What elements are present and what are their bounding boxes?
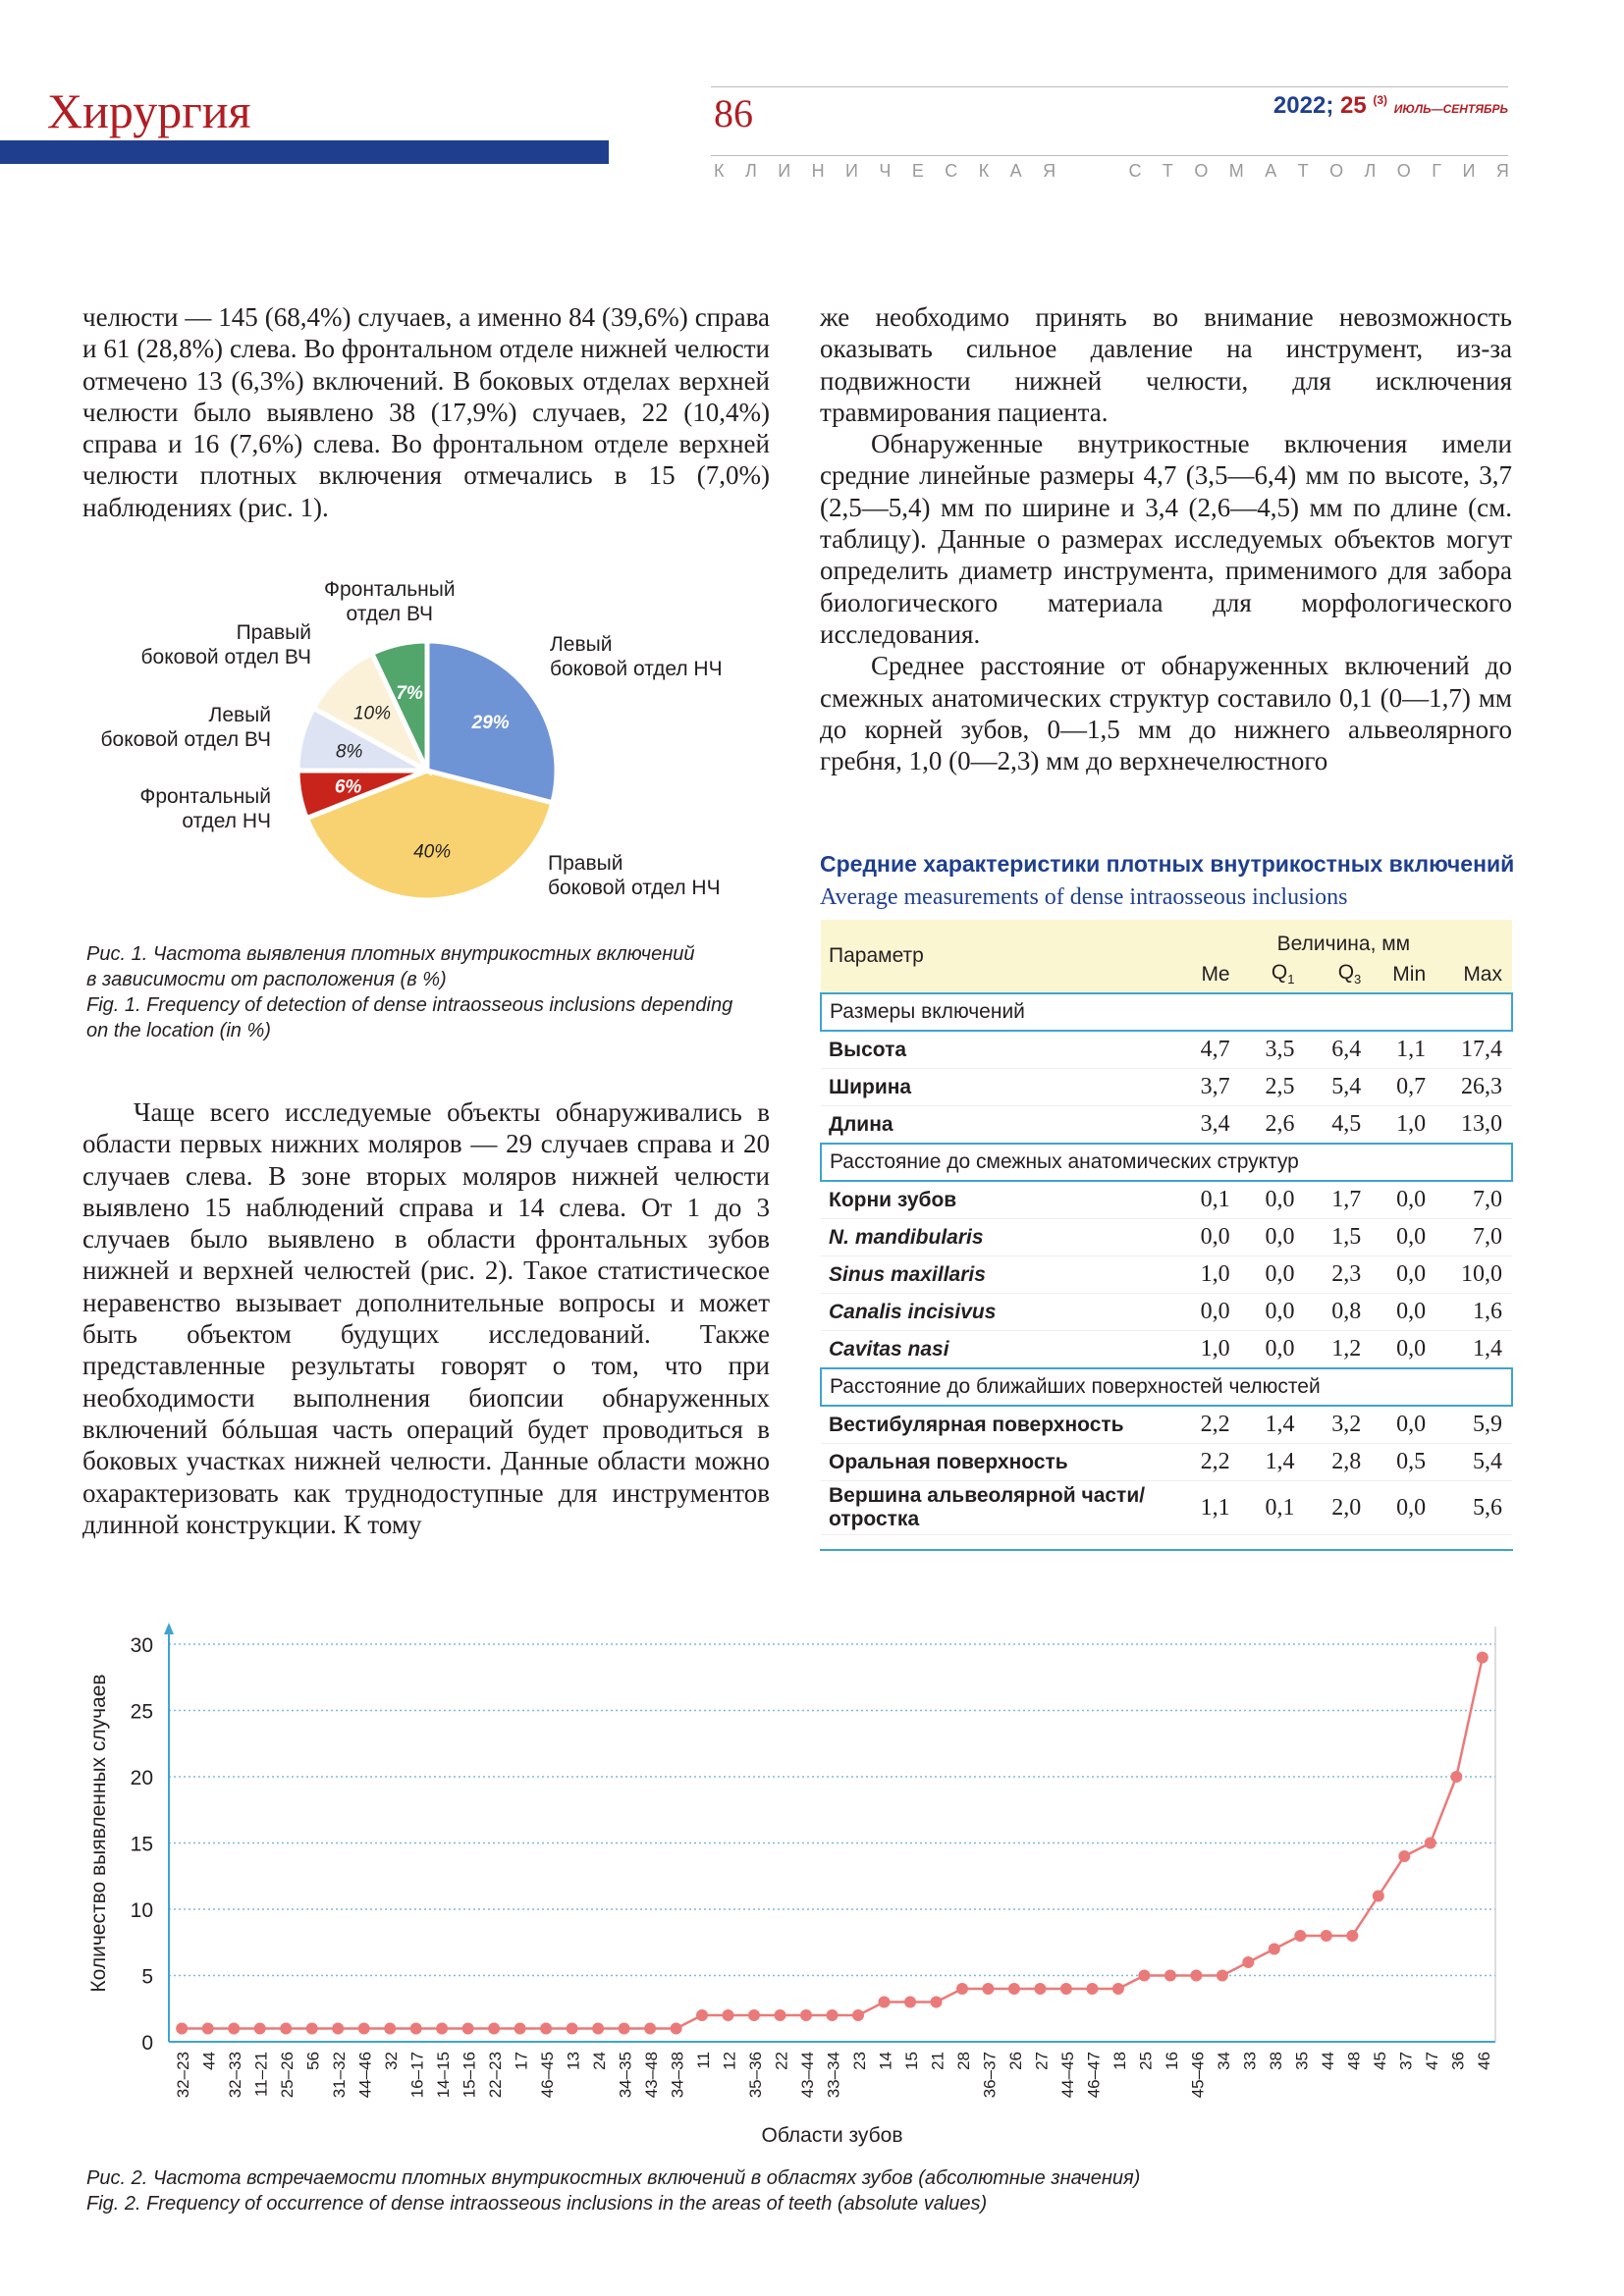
- table-cell-param: Оральная поверхность: [821, 1444, 1175, 1481]
- data-point: [1034, 1983, 1046, 1995]
- label-line: боковой отдел ВЧ: [140, 646, 311, 668]
- table-row: [821, 1444, 1512, 1481]
- journal-letter: М: [1228, 161, 1244, 181]
- table-cell-value: 0,5: [1371, 1444, 1435, 1481]
- body-paragraph: Обнаруженные внутрикостные включения имели средние линейные размеры 4,7 (3,5—6,4) мм по высоте, 3,7 (2,5—5,4) мм по ширине и 3,4 (2,6—4,5) мм по длине (см. таблицу). Данные о размерах исследуемых объектов могут определить диаметр инструмента, применимого для забора биологического материала для морфологического исследования.: [820, 429, 1512, 649]
- journal-letter: К: [714, 161, 725, 181]
- x-tick-label: 15–16: [460, 2052, 479, 2099]
- x-tick-label: 45–46: [1188, 2052, 1208, 2099]
- label-line: боковой отдел НЧ: [550, 658, 723, 680]
- x-tick-label: 34: [1214, 2052, 1233, 2070]
- data-point: [1060, 1983, 1072, 1995]
- x-tick-label: 44: [199, 2052, 219, 2070]
- table-cell-value: 1,7: [1304, 1181, 1371, 1219]
- data-point: [254, 2023, 266, 2035]
- label-line: Фронтальный: [139, 785, 271, 808]
- table-cell-value: 1,2: [1304, 1331, 1371, 1369]
- pie-slice-label: 10%: [352, 703, 392, 724]
- table-cell-value: 13,0: [1435, 1106, 1512, 1145]
- data-point: [1008, 1983, 1020, 1995]
- right-column-text: [820, 301, 1512, 776]
- journal-letter: С: [945, 161, 958, 181]
- table-cell-value: 1,5: [1304, 1219, 1371, 1256]
- data-point: [904, 1997, 916, 2008]
- journal-letter: Л: [744, 161, 757, 181]
- x-tick-label: 37: [1396, 2052, 1416, 2070]
- table-cell-value: 2,3: [1304, 1256, 1371, 1294]
- x-axis-label: Области зубов: [761, 2124, 903, 2147]
- pie-slice-label: 29%: [471, 712, 510, 733]
- pie-label-front-upper: [324, 577, 456, 626]
- data-point: [723, 2009, 734, 2021]
- journal-letter: О: [1329, 161, 1344, 181]
- table-cell-value: 0,0: [1240, 1256, 1305, 1294]
- data-point: [982, 1983, 994, 1995]
- data-point: [748, 2009, 760, 2021]
- data-point: [488, 2023, 500, 2035]
- q-letter: Q: [1271, 961, 1288, 985]
- table-cell-value: 0,7: [1371, 1069, 1435, 1106]
- data-point: [1269, 1944, 1280, 1955]
- journal-letter: И: [845, 161, 858, 181]
- body-paragraph: Среднее расстояние от обнаруженных включений до смежных анатомических структур составило 0,1 (0—1,7) мм до корней зубов, 0—1,5 мм до нижнего альвеолярного гребня, 1,0 (0—2,3) мм до верхнечелюстного: [820, 651, 1512, 776]
- line-chart: [79, 1615, 1532, 2164]
- y-tick-label: 30: [130, 1634, 153, 1657]
- header-param: Параметр: [821, 920, 1175, 993]
- data-point: [358, 2023, 370, 2035]
- journal-letter: О: [1396, 161, 1411, 181]
- y-tick-label: 0: [141, 2032, 153, 2055]
- data-point: [619, 2023, 630, 2035]
- table-cell-value: 0,1: [1240, 1481, 1305, 1535]
- journal-letter: Г: [1432, 161, 1441, 181]
- param-line: Вершина альвеолярной части/: [829, 1484, 1146, 1507]
- table-row: [821, 1256, 1512, 1294]
- x-tick-label: 26: [1005, 2052, 1025, 2070]
- x-tick-label: 36: [1448, 2052, 1468, 2070]
- q-letter: Q: [1337, 961, 1355, 985]
- x-tick-label: 25: [1136, 2052, 1156, 2070]
- journal-letter: К: [978, 161, 990, 181]
- caption-en: on the location (in %): [86, 1020, 271, 1041]
- table-cell-value: 2,2: [1175, 1444, 1240, 1481]
- header-me: Me: [1175, 956, 1240, 993]
- table-cell-value: 2,5: [1240, 1069, 1305, 1106]
- table-row: [821, 1294, 1512, 1331]
- table-cell-value: 0,0: [1240, 1294, 1305, 1331]
- body-paragraph: Чаще всего исследуемые объекты обнаруживались в области первых нижних моляров — 29 случаев справа и 20 случаев слева. В зоне вторых моляров нижней челюсти выявлено 15 наблюдений справа и 14 слева. От 1 до 3 случаев было выявлено в области фронтальных зубов нижней и верхней челюстей (рис. 2). Такое статистическое неравенство вызывает дополнительные вопросы и может быть объектом будущих исследований. Также представленные результаты говорят о том, что при необходимости выполнения биопсии обнаруженных включений бóльшая часть операций будет проводиться в боковых участках нижней челюсти. Данные области можно охарактеризовать как труднодоступные для инструментов длинной конструкции. К тому: [82, 1097, 770, 1539]
- label-line: Правый: [236, 621, 311, 644]
- x-tick-label: 44–46: [355, 2052, 375, 2099]
- table-row: [821, 1106, 1512, 1145]
- table-cell-value: 0,0: [1371, 1181, 1435, 1219]
- data-point: [176, 2023, 188, 2035]
- data-point: [228, 2023, 240, 2035]
- x-tick-label: 14–15: [434, 2052, 454, 2099]
- y-tick-label: 20: [130, 1767, 153, 1789]
- x-tick-label: 34–35: [616, 2052, 635, 2099]
- table-cell-value: 3,5: [1240, 1031, 1305, 1069]
- table-bottom-rule: [820, 1549, 1513, 1551]
- table-cell-value: 1,4: [1435, 1331, 1512, 1369]
- header-min: Min: [1371, 956, 1435, 993]
- journal-letter: А: [1009, 161, 1022, 181]
- table-cell-value: 5,9: [1435, 1406, 1512, 1444]
- y-tick-label: 5: [141, 1965, 153, 1989]
- data-point: [384, 2023, 396, 2035]
- table-cell-value: 3,2: [1304, 1406, 1371, 1444]
- table-cell-value: 1,0: [1175, 1256, 1240, 1294]
- label-line: боковой отдел НЧ: [548, 877, 721, 899]
- y-tick-label: 10: [130, 1899, 153, 1922]
- data-point: [410, 2023, 422, 2035]
- data-point: [514, 2023, 526, 2035]
- table-cell-value: 3,4: [1175, 1106, 1240, 1145]
- q-index: 3: [1354, 972, 1362, 988]
- issue-info: [1273, 92, 1508, 120]
- data-point: [956, 1983, 968, 1995]
- x-tick-label: 16: [1162, 2052, 1181, 2070]
- data-point: [462, 2023, 474, 2035]
- section-bar: [0, 140, 609, 164]
- data-point: [1164, 1970, 1176, 1982]
- x-tick-label: 46–45: [538, 2052, 558, 2099]
- param-line: отростка: [829, 1508, 920, 1530]
- table-cell-value: 0,1: [1175, 1181, 1240, 1219]
- x-tick-label: 23: [849, 2052, 869, 2070]
- x-tick-label: 33–34: [824, 2052, 843, 2099]
- x-tick-label: 45: [1370, 2052, 1389, 2070]
- data-point: [644, 2023, 656, 2035]
- table-section-title: Расстояние до ближайших поверхностей челюстей: [821, 1368, 1512, 1406]
- caption-en: Fig. 1. Frequency of detection of dense intraosseous inclusions depending: [86, 994, 733, 1016]
- table-subtitle: Average measurements of dense intraosseous inclusions: [820, 884, 1348, 910]
- x-tick-label: 56: [303, 2052, 323, 2070]
- x-tick-label: 43–44: [798, 2052, 818, 2099]
- pie-label-right-lower: [548, 851, 721, 900]
- journal-letter: Я: [1495, 161, 1509, 181]
- table-cell-value: 0,0: [1240, 1181, 1305, 1219]
- data-point: [436, 2023, 448, 2035]
- table-section-row: [821, 1144, 1512, 1181]
- label-line: Левый: [208, 704, 271, 726]
- data-point: [306, 2023, 318, 2035]
- data-point: [1138, 1970, 1150, 1982]
- x-tick-label: 25–26: [278, 2052, 298, 2099]
- x-tick-label: 46–47: [1084, 2052, 1104, 2099]
- label-line: Левый: [550, 633, 613, 656]
- x-tick-label: 33: [1240, 2052, 1260, 2070]
- table-cell-value: 0,8: [1304, 1294, 1371, 1331]
- data-point: [1190, 1970, 1202, 1982]
- pie-slice-label: 8%: [335, 741, 363, 763]
- x-tick-label: 17: [512, 2052, 531, 2070]
- table-cell-param: Вестибулярная поверхность: [821, 1406, 1175, 1444]
- pie-slice-label: 6%: [334, 776, 362, 798]
- table-cell-value: 1,4: [1240, 1406, 1305, 1444]
- caption-ru: Рис. 2. Частота встречаемости плотных внутрикостных включений в областях зубов (абсолютные значения): [86, 2167, 1141, 2189]
- table-cell-value: 1,6: [1435, 1294, 1512, 1331]
- table-cell-value: 1,1: [1175, 1481, 1240, 1535]
- table-header-row: [821, 920, 1512, 956]
- table-cell-value: 0,0: [1240, 1331, 1305, 1369]
- x-tick-label: 35–36: [746, 2052, 766, 2099]
- data-point: [592, 2023, 604, 2035]
- header-max: Max: [1435, 956, 1512, 993]
- journal-letter: С: [1128, 161, 1142, 181]
- x-tick-label: 34–38: [668, 2052, 687, 2099]
- issue-volume: 25: [1339, 92, 1367, 119]
- label-line: Правый: [548, 852, 623, 875]
- caption-ru: Рис. 1. Частота выявления плотных внутрикостных включений: [86, 943, 695, 965]
- data-point: [671, 2023, 682, 2035]
- table-cell-value: 4,5: [1304, 1106, 1371, 1145]
- journal-letter: О: [1194, 161, 1209, 181]
- data-point: [852, 2009, 864, 2021]
- x-tick-label: 22–23: [486, 2052, 506, 2099]
- data-point: [1321, 1930, 1332, 1942]
- issue-number: (3): [1373, 93, 1388, 107]
- q-index: 1: [1287, 972, 1295, 988]
- pie-slice-label: 7%: [396, 683, 423, 705]
- table-row: [821, 1069, 1512, 1106]
- label-line: отдел НЧ: [182, 810, 271, 832]
- table-cell-param: Длина: [821, 1106, 1175, 1145]
- data-point: [775, 2009, 786, 2021]
- x-tick-label: 14: [876, 2052, 895, 2070]
- label-line: боковой отдел ВЧ: [100, 728, 271, 751]
- x-tick-label: 46: [1474, 2052, 1493, 2070]
- table-section-title: Размеры включений: [821, 993, 1512, 1031]
- table-cell-value: 0,0: [1371, 1219, 1435, 1256]
- table-section-title: Расстояние до смежных анатомических структур: [821, 1144, 1512, 1181]
- table-cell-value: 0,0: [1371, 1331, 1435, 1369]
- x-tick-label: 13: [564, 2052, 583, 2070]
- x-tick-label: 32–33: [226, 2052, 245, 2099]
- table-cell-value: 5,4: [1304, 1069, 1371, 1106]
- label-line: Фронтальный: [324, 578, 456, 601]
- header-rule: [711, 155, 1508, 156]
- pie-label-front-lower: [139, 784, 271, 833]
- pie-label-left-lower: [550, 632, 723, 681]
- x-tick-label: 15: [901, 2052, 921, 2070]
- figure-1-caption: [86, 941, 774, 1043]
- table-cell-value: 0,0: [1371, 1256, 1435, 1294]
- x-tick-label: 32: [382, 2052, 402, 2070]
- data-point: [1217, 1970, 1228, 1982]
- table-title: Средние характеристики плотных внутрикостных включений: [820, 851, 1515, 877]
- table-cell-value: 0,0: [1175, 1294, 1240, 1331]
- y-axis-label: Количество выявленных случаев: [87, 1674, 110, 1993]
- table-cell-param: Корни зубов: [821, 1181, 1175, 1219]
- table-cell-param: Sinus maxillaris: [821, 1256, 1175, 1294]
- x-tick-label: 27: [1032, 2052, 1052, 2070]
- table-cell-value: 0,0: [1371, 1406, 1435, 1444]
- data-point: [332, 2023, 344, 2035]
- table-cell-param: Ширина: [821, 1069, 1175, 1106]
- section-title: Хирургия: [47, 83, 251, 138]
- journal-letter: Т: [1162, 161, 1173, 181]
- x-tick-label: 44–45: [1057, 2052, 1077, 2099]
- data-point: [1086, 1983, 1098, 1995]
- data-point: [1112, 1983, 1124, 1995]
- data-point: [1450, 1771, 1462, 1783]
- table-cell-value: 26,3: [1435, 1069, 1512, 1106]
- pie-slice-label: 40%: [413, 841, 452, 863]
- data-point: [1346, 1930, 1358, 1942]
- x-tick-label: 12: [720, 2052, 739, 2070]
- table-cell-value: 2,2: [1175, 1406, 1240, 1444]
- table-cell-value: 1,0: [1175, 1331, 1240, 1369]
- data-point: [1294, 1930, 1306, 1942]
- table-cell-value: 1,0: [1371, 1106, 1435, 1145]
- data-point: [696, 2009, 708, 2021]
- caption-en: Fig. 2. Frequency of occurrence of dense intraosseous inclusions in the areas of teeth (absolute values): [86, 2193, 988, 2215]
- table-row: [821, 1406, 1512, 1444]
- x-tick-label: 24: [590, 2052, 610, 2070]
- journal-name: [714, 161, 1509, 182]
- table-cell-value: 7,0: [1435, 1219, 1512, 1256]
- journal-letter: Я: [1043, 161, 1056, 181]
- data-table: [820, 920, 1513, 1535]
- table-cell-value: 5,6: [1435, 1481, 1512, 1535]
- body-paragraph: же необходимо принять во внимание невозможность оказывать сильное давление на инструмент, из-за подвижности нижней челюсти, для исключения травмирования пациента.: [820, 302, 1512, 427]
- table-cell-value: 1,4: [1240, 1444, 1305, 1481]
- issue-months: ИЮЛЬ—СЕНТЯБРЬ: [1393, 102, 1508, 116]
- data-point: [800, 2009, 812, 2021]
- table-cell-value: 6,4: [1304, 1031, 1371, 1069]
- table-cell-value: 0,0: [1371, 1294, 1435, 1331]
- data-point: [567, 2023, 578, 2035]
- x-tick-label: 38: [1266, 2052, 1285, 2070]
- x-tick-label: 11–21: [251, 2052, 271, 2098]
- table-cell-value: 5,4: [1435, 1444, 1512, 1481]
- data-point: [280, 2023, 292, 2035]
- label-line: отдел ВЧ: [346, 603, 434, 625]
- header-q1: [1240, 956, 1305, 993]
- x-tick-label: 32–23: [174, 2052, 193, 2099]
- x-tick-label: 16–17: [407, 2052, 427, 2099]
- header-q3: [1304, 956, 1371, 993]
- table-cell-param: N. mandibularis: [821, 1219, 1175, 1256]
- data-point: [1398, 1850, 1410, 1862]
- x-tick-label: 22: [772, 2052, 791, 2070]
- data-point: [879, 1997, 891, 2008]
- table-cell-value: 2,0: [1304, 1481, 1371, 1535]
- table-row: [821, 1481, 1512, 1535]
- table-row: [821, 1331, 1512, 1369]
- x-tick-label: 47: [1422, 2052, 1441, 2070]
- journal-letter: Т: [1297, 161, 1309, 181]
- pie-chart: [285, 628, 569, 913]
- x-tick-label: 28: [953, 2052, 973, 2070]
- data-point: [1477, 1652, 1489, 1664]
- data-point: [827, 2009, 839, 2021]
- x-tick-label: 11: [694, 2052, 714, 2069]
- table-cell-value: 2,8: [1304, 1444, 1371, 1481]
- header-rule: [711, 86, 1508, 87]
- table-cell-value: 0,0: [1371, 1481, 1435, 1535]
- journal-letter: И: [778, 161, 791, 181]
- x-tick-label: 43–48: [642, 2052, 662, 2099]
- table-row: [821, 1181, 1512, 1219]
- table-cell-value: 7,0: [1435, 1181, 1512, 1219]
- table-row: [821, 1031, 1512, 1069]
- x-tick-label: 36–37: [980, 2052, 1000, 2099]
- table-section-row: [821, 993, 1512, 1031]
- table-cell-value: 4,7: [1175, 1031, 1240, 1069]
- data-point: [931, 1997, 943, 2008]
- journal-letter: Ч: [879, 161, 892, 181]
- body-paragraph: челюсти — 145 (68,4%) случаев, а именно 84 (39,6%) справа и 61 (28,8%) слева. Во фронтальном отделе нижней челюсти отмечено 13 (6,3%) включений. В боковых отделах верхней челюсти было выявлено 38 (17,9%) случаев, 22 (10,4%) справа и 16 (7,6%) слева. Во фронтальном отделе верхней челюсти плотных включения отмечались в 15 (7,0%) наблюдениях (рис. 1).: [82, 302, 770, 522]
- data-point: [540, 2023, 552, 2035]
- table-cell-value: 10,0: [1435, 1256, 1512, 1294]
- y-tick-label: 15: [130, 1833, 153, 1856]
- table-cell-param: Высота: [821, 1031, 1175, 1069]
- table-row: [821, 1219, 1512, 1256]
- figure-2-caption: [86, 2165, 1510, 2216]
- caption-ru: в зависимости от расположения (в %): [86, 969, 447, 990]
- journal-letter: Е: [911, 161, 924, 181]
- journal-letter: А: [1265, 161, 1277, 181]
- table-cell-value: 3,7: [1175, 1069, 1240, 1106]
- y-tick-label: 25: [130, 1700, 153, 1724]
- pie-label-right-upper: [141, 620, 312, 669]
- journal-letter: И: [1462, 161, 1476, 181]
- table-cell-value: 0,0: [1240, 1219, 1305, 1256]
- data-point: [202, 2023, 214, 2035]
- table-cell-value: 17,4: [1435, 1031, 1512, 1069]
- x-tick-label: 31–32: [330, 2052, 350, 2099]
- y-axis-arrow: [164, 1623, 174, 1634]
- x-tick-label: 21: [928, 2052, 947, 2070]
- x-tick-label: 18: [1110, 2052, 1129, 2070]
- table-cell-param: [821, 1481, 1175, 1535]
- table-cell-value: 2,6: [1240, 1106, 1305, 1145]
- data-point: [1242, 1956, 1254, 1968]
- journal-letter: Н: [811, 161, 825, 181]
- x-tick-label: 48: [1344, 2052, 1364, 2070]
- header-value: Величина, мм: [1175, 920, 1512, 956]
- data-point: [1373, 1891, 1384, 1902]
- table-cell-param: Cavitas nasi: [821, 1331, 1175, 1369]
- table-section-row: [821, 1368, 1512, 1406]
- table-cell-value: 0,0: [1175, 1219, 1240, 1256]
- journal-letter: Л: [1364, 161, 1377, 181]
- pie-label-left-upper: [101, 703, 272, 752]
- page-number: 86: [714, 91, 753, 135]
- x-tick-label: 35: [1292, 2052, 1312, 2070]
- table-cell-param: Canalis incisivus: [821, 1294, 1175, 1331]
- table-cell-value: 1,1: [1371, 1031, 1435, 1069]
- issue-year: 2022;: [1272, 92, 1334, 119]
- data-point: [1425, 1838, 1436, 1849]
- x-tick-label: 44: [1318, 2052, 1337, 2070]
